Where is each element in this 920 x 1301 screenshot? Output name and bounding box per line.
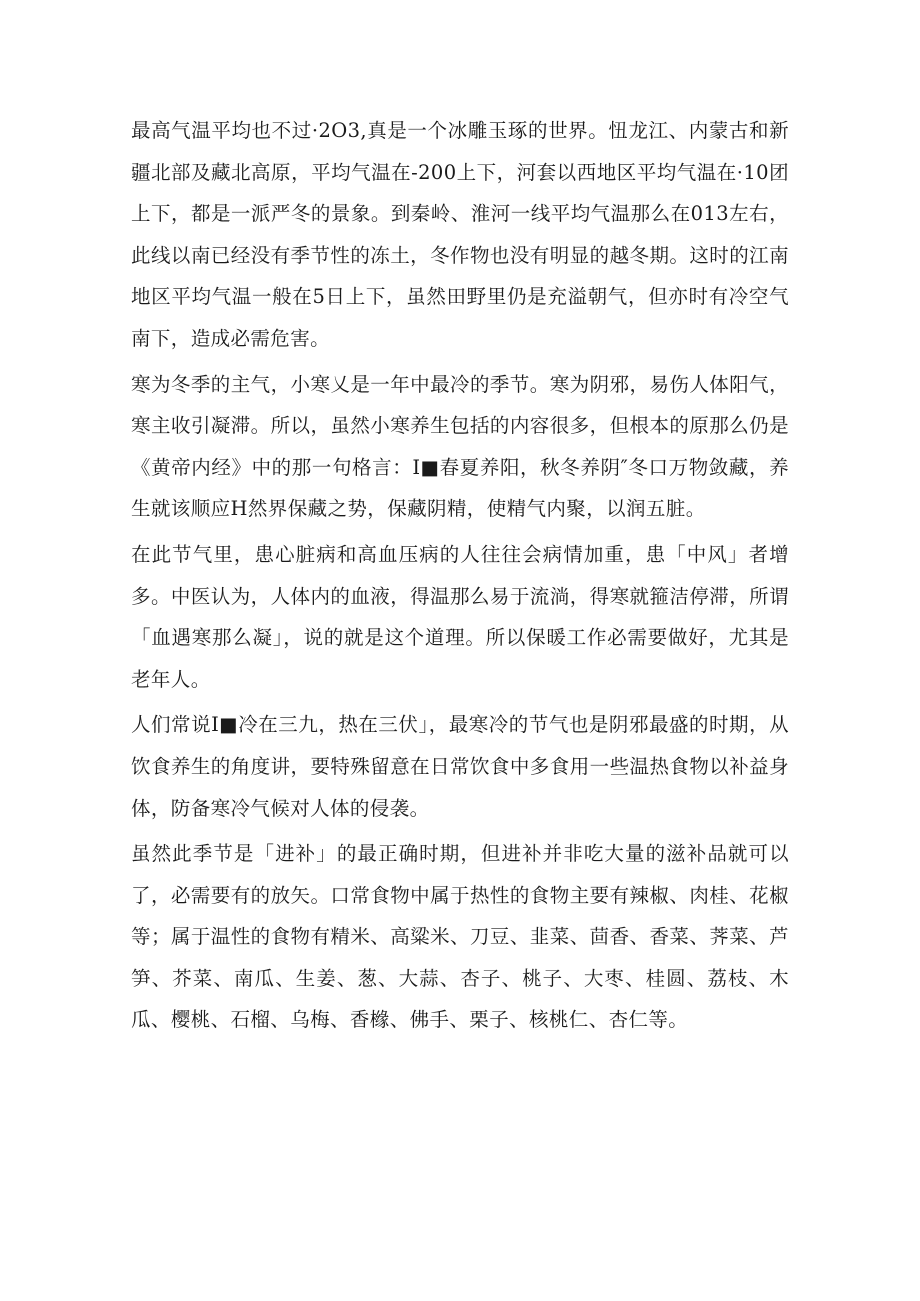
paragraph-cold-theory: 寒为冬季的主气，小寒乂是一年中最冷的季节。寒为阴邪，易伤人体阳气，寒主收引凝滞。所以，虽然小寒养生包括的内容很多，但根本的原那么仍是《黄帝内经》中的那一句格言：I■春夏养阳，秋冬养阴″冬口万物敛藏，养生就该顺应H然界保藏之势，保藏阴精，使精气内聚，以润五脏。 (131, 372, 789, 521)
paragraph-climate: 最高气温平均也不过·2O3,真是一个冰雕玉琢的世界。忸龙江、内蒙古和新疆北部及藏北高原，平均气温在-200上下，河套以西地区平均气温在·10团上下，都是一派严冬的景象。到秦岭、淮河一线平均气温那么在013左右，此线以南已经没有季节性的冻土，冬作物也没有明显的越冬期。这时的江南地区平均气温一般在5日上下，虽然田野里仍是充溢朝气，但亦时有冷空气南下，造成必需危害。 (131, 119, 789, 350)
paragraph-health-risk: 在此节气里，患心脏病和高血压病的人往往会病情加重，患「中风」者增多。中医认为，人体内的血液，得温那么易于流淌，得寒就箍洁停滞，所谓「血遇寒那么凝」，说的就是这个道理。所以保暖工作必需要做好，尤其是老年人。 (131, 542, 789, 691)
paragraph-diet: 人们常说I■冷在三九，热在三伏」，最寒冷的节气也是阴邪最盛的时期，从饮食养生的角度讲，要特殊留意在日常饮食中多食用一些温热食物以补益身体，防备寒冷气候对人体的侵袭。 (131, 713, 789, 820)
paragraph-warm-foods: 虽然此季节是「进补」的最正确时期，但进补并非吃大量的滋补品就可以了，必需要有的放矢。口常食物中属于热性的食物主要有辣椒、肉桂、花椒等；属于温性的食物有精米、高粱米、刀豆、韭菜、茴香、香菜、荠菜、芦笋、芥菜、南瓜、生姜、葱、大蒜、杏子、桃子、大枣、桂圆、荔枝、木瓜、樱桃、石榴、乌梅、香橼、佛手、栗子、核桃仁、杏仁等。 (131, 842, 789, 1032)
document-body (131, 110, 789, 1045)
